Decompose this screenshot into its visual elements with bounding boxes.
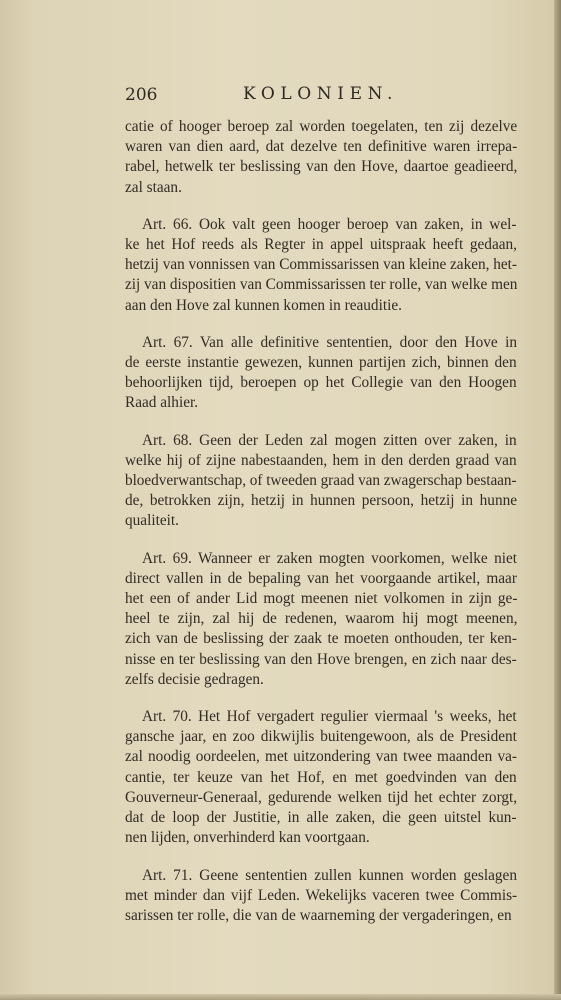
text-line: met minder dan vijf Leden. Wekelijks vaceren twee Commis- bbox=[125, 886, 518, 904]
text-line: cantie, ter keuze van het Hof, en met goedvinden van den bbox=[125, 768, 517, 786]
paragraph-continuation bbox=[125, 117, 517, 198]
text-line: behoorlijken tijd, beroepen op het Collegie van den Hoogen bbox=[125, 374, 517, 392]
text-line: qualiteit. bbox=[125, 512, 179, 530]
text-line: ke het Hof reeds als Regter in appel uitspraak heeft gedaan, bbox=[125, 236, 518, 254]
text-line: sarissen ter rolle, die van de waarneming der vergaderingen, en bbox=[125, 906, 512, 924]
text-line: het een of ander Lid mogt meenen niet volkomen in zijn ge- bbox=[125, 590, 518, 608]
text-line: Gouverneur-Generaal, gedurende welken tijd het echter zorgt, bbox=[125, 788, 518, 806]
page-bottom-edge bbox=[0, 994, 561, 1000]
text-line: hetzij van vonnissen van Commissarissen van kleine zaken, het- bbox=[125, 256, 517, 274]
page-header bbox=[125, 84, 515, 108]
article-69 bbox=[125, 549, 517, 690]
text-line: catie of hooger beroep zal worden toegelaten, ten zij dezelve bbox=[125, 118, 518, 135]
running-head: KOLONIEN. bbox=[243, 84, 398, 104]
text-line: Raad alhier. bbox=[125, 394, 199, 412]
text-line: zal noodig oordeelen, met uitzondering van twee maanden va- bbox=[125, 748, 518, 766]
text-line: zelfs decisie gedragen. bbox=[125, 670, 264, 688]
text-line: Art. 70. Het Hof vergadert regulier viermaal 's weeks, het bbox=[142, 708, 517, 726]
text-line: zal staan. bbox=[125, 178, 182, 196]
text-line: rabel, hetwelk ter beslissing van den Hove, daartoe geadieerd, bbox=[125, 158, 518, 176]
text-line: Art. 67. Van alle definitive sententien, door den Hove in bbox=[142, 333, 517, 351]
text-line: bloedverwantschap, of tweeden graad van zwagerschap bestaan- bbox=[125, 472, 517, 490]
text-line: direct vallen in de bepaling van het voorgaande artikel, maar bbox=[125, 569, 517, 587]
text-line: dat de loop der Justitie, in alle zaken, die geen uitstel kun- bbox=[125, 809, 517, 827]
text-line: nisse en ter beslissing van den Hove brengen, en zich naar des- bbox=[125, 650, 517, 668]
text-line: Art. 68. Geen der Leden zal mogen zitten over zaken, in bbox=[142, 431, 517, 449]
page-number: 206 bbox=[125, 85, 158, 105]
text-line: Art. 71. Geene sententien zullen kunnen worden geslagen bbox=[142, 866, 517, 884]
article-66 bbox=[125, 215, 517, 316]
text-line: zij van dispositien van Commissarissen ter rolle, van welke men bbox=[125, 276, 518, 294]
body-text bbox=[125, 117, 517, 926]
text-line: de eerste instantie gewezen, kunnen partijen zich, binnen den bbox=[125, 354, 517, 372]
text-line: heel te zijn, zal hij de redenen, waarom hij mogt meenen, bbox=[125, 610, 518, 628]
text-line: zich van de beslissing der zaak te moeten onthouden, ter ken- bbox=[125, 630, 517, 648]
article-70 bbox=[125, 707, 517, 848]
article-68 bbox=[125, 431, 517, 532]
text-line: de, betrokken zijn, hetzij in hunnen persoon, hetzij in hunne bbox=[125, 492, 518, 510]
text-line: gansche jaar, en zoo dikwijlis buitengewoon, als de President bbox=[125, 728, 517, 746]
text-line: waren van dien aard, dat dezelve ten definitive waren irrepa- bbox=[125, 138, 518, 156]
page-right-edge bbox=[554, 0, 561, 1000]
text-line: nen lijden, onverhinderd kan voortgaan. bbox=[125, 829, 370, 847]
text-line: welke hij of zijne nabestaanden, hem in den derden graad van bbox=[125, 451, 517, 469]
text-line: Art. 66. Ook valt geen hooger beroep van zaken, in wel- bbox=[142, 215, 517, 233]
article-71 bbox=[125, 866, 517, 927]
text-line: aan den Hove zal kunnen komen in reauditie. bbox=[125, 296, 402, 314]
article-67 bbox=[125, 333, 517, 414]
text-line: Art. 69. Wanneer er zaken mogten voorkomen, welke niet bbox=[142, 549, 518, 567]
